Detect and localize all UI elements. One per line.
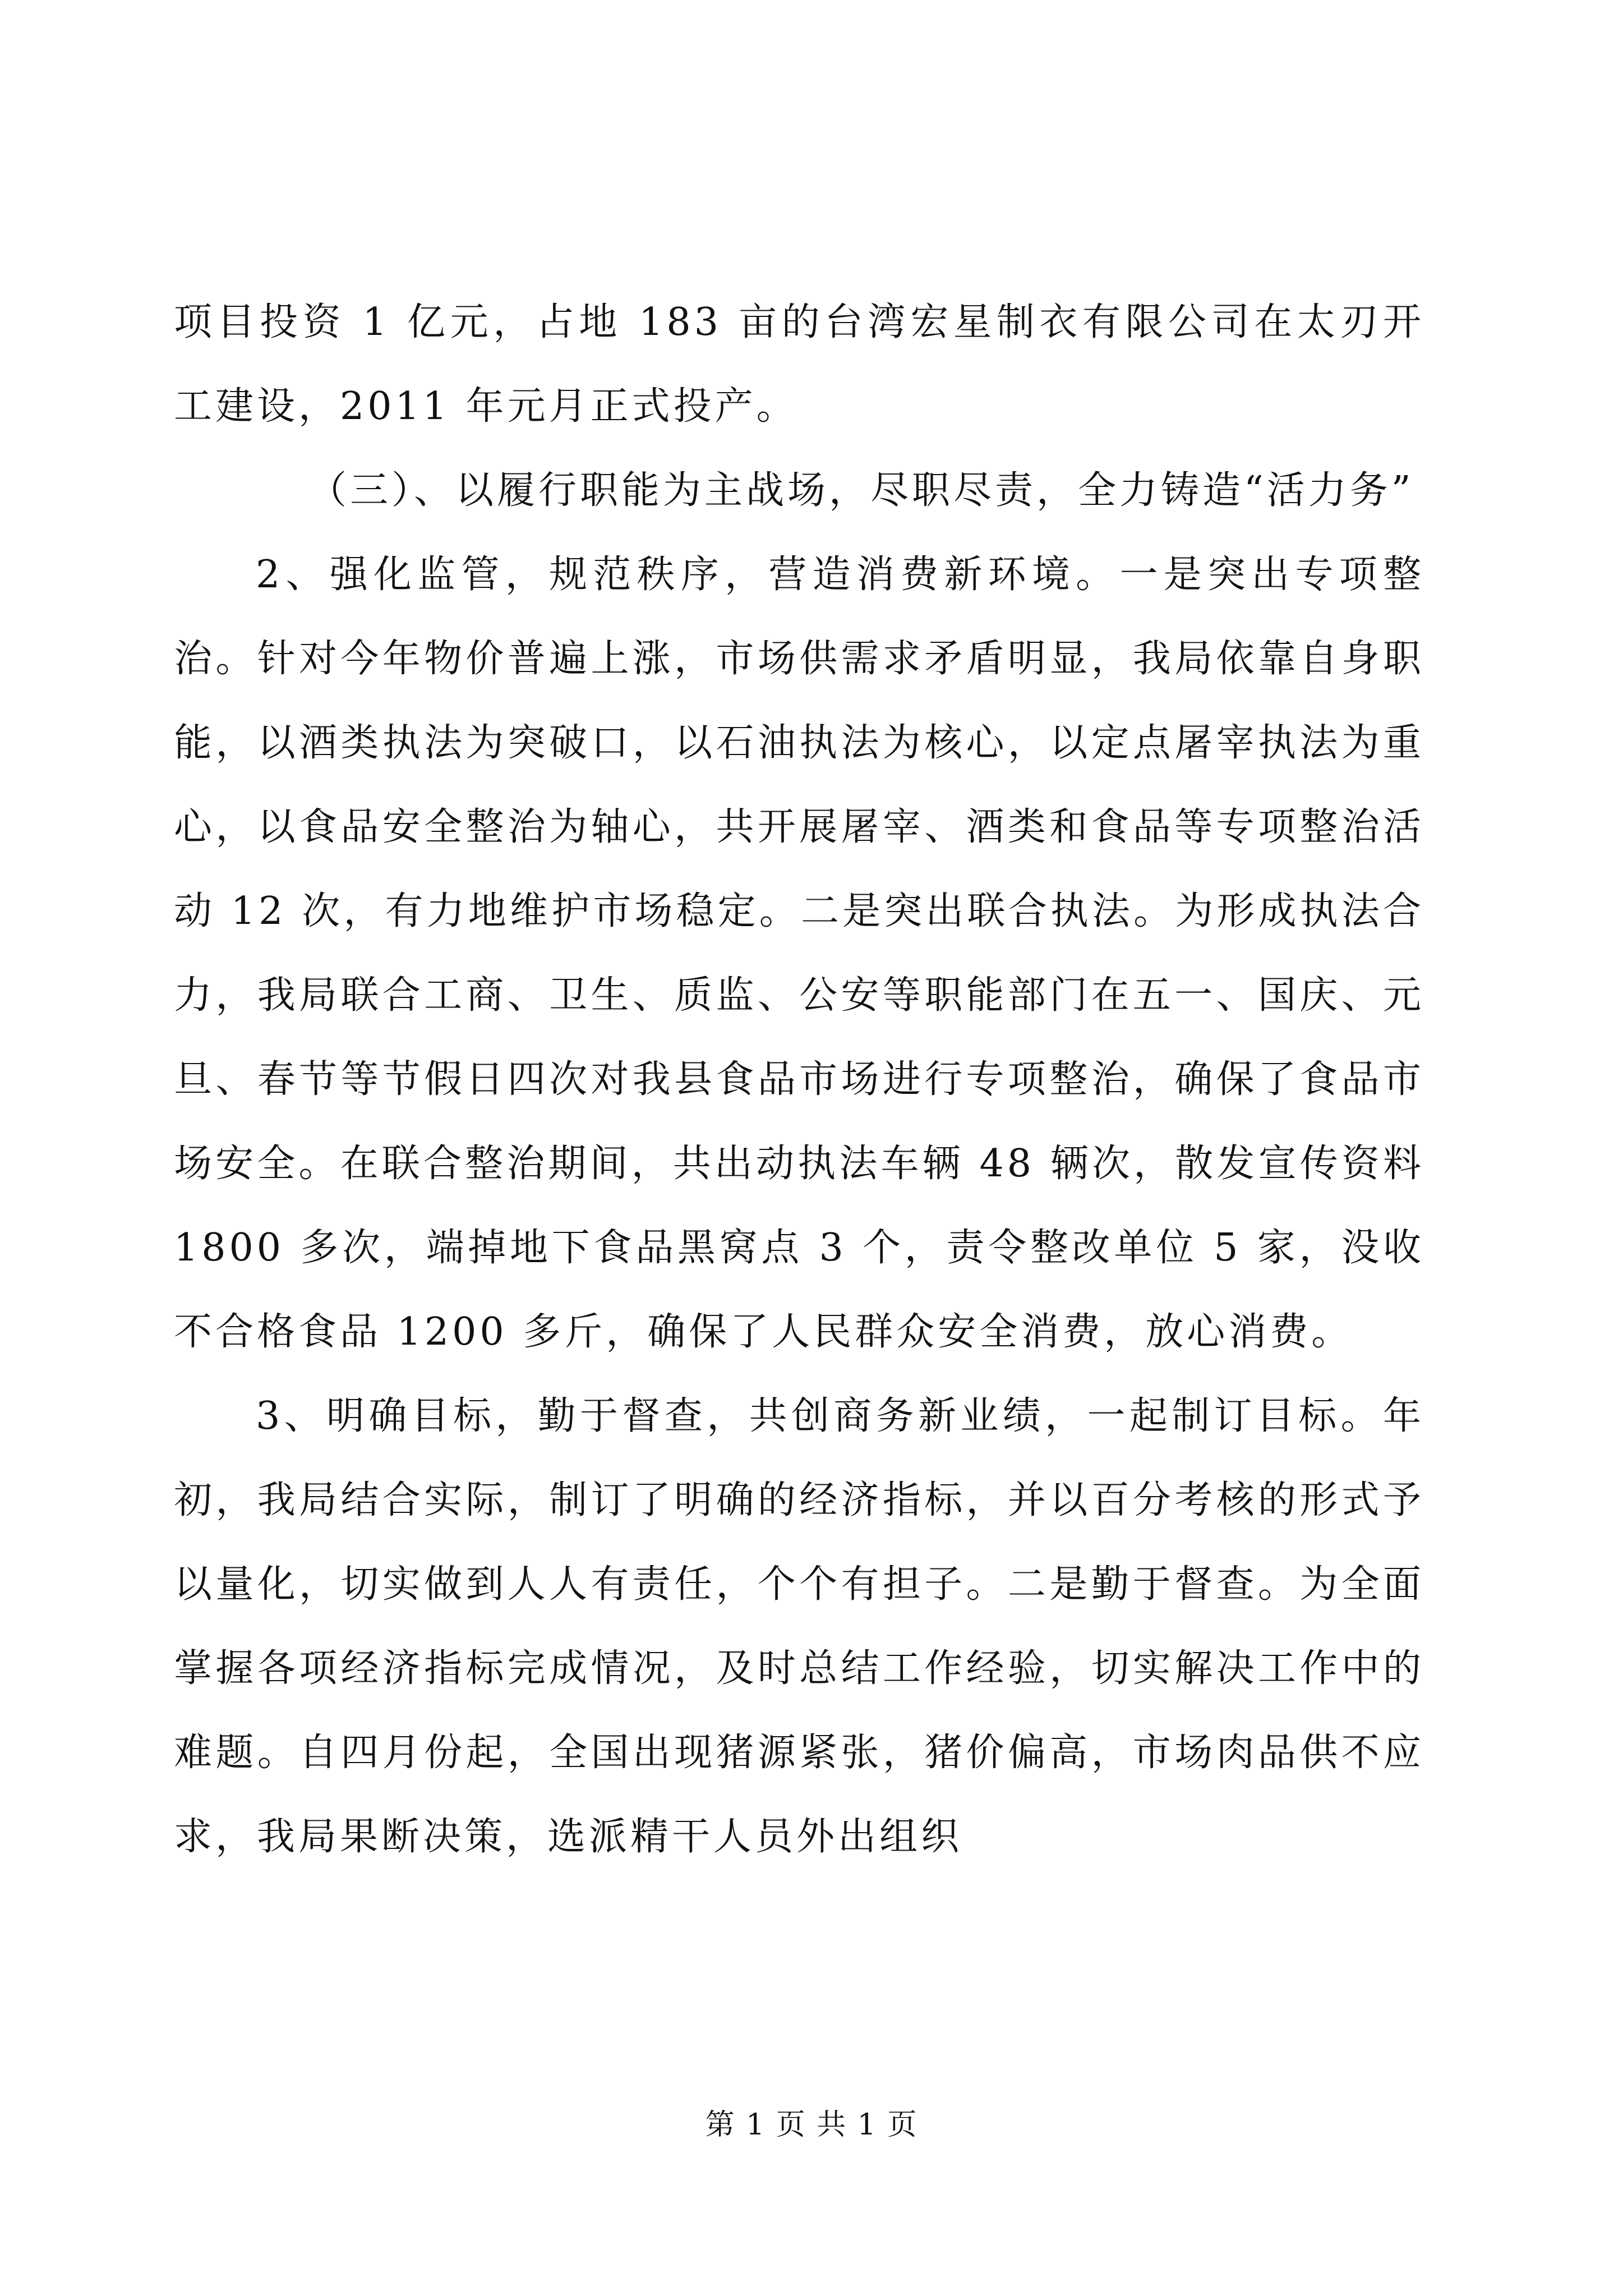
- paragraph-project-investment: 项目投资 1 亿元，占地 183 亩的台湾宏星制衣有限公司在太刃开工建设，2011 年元月正式投产。: [174, 300, 1424, 429]
- page-footer: 第 1 页 共 1 页: [705, 2108, 918, 2142]
- document-body: [174, 280, 1424, 1879]
- section-heading-three: （三）、以履行职能为主战场，尽职尽责，全力铸造“活力务”: [308, 468, 1414, 513]
- paragraph-targets: 3、明确目标，勤于督查，共创商务新业绩，一起制订目标。年初，我局结合实际，制订了明确的经济指标，并以百分考核的形式予以量化，切实做到人人有责任，个个有担子。二是勤于督查。为全面掌握各项经济指标完成情况，及时总结工作经验，切实解决工作中的难题。自四月份起，全国出现猪源紧张，猪价偏高，市场肉品供不应求，我局果断决策，选派精干人员外出组织: [174, 1394, 1424, 1859]
- paragraph-supervision: 2、强化监管，规范秩序，营造消费新环境。一是突出专项整治。针对今年物价普遍上涨，市场供需求矛盾明显，我局依靠自身职能，以酒类执法为突破口，以石油执法为核心，以定点屠宰执法为重心，以食品安全整治为轴心，共开展屠宰、酒类和食品等专项整治活动 12 次，有力地维护市场稳定。二是突出联合执法。为形成执法合力，我局联合工商、卫生、质监、公安等职能部门在五一、国庆、元旦、春节等节假日四次对我县食品市场进行专项整治，确保了食品市场安全。在联合整治期间，共出动执法车辆 48 辆次，散发宣传资料 1800 多次，端掉地下食品黑窝点 3 个，责令整改单位 5 家，没收不合格食品 1200 多斤，确保了人民群众安全消费，放心消费。: [174, 553, 1424, 1354]
